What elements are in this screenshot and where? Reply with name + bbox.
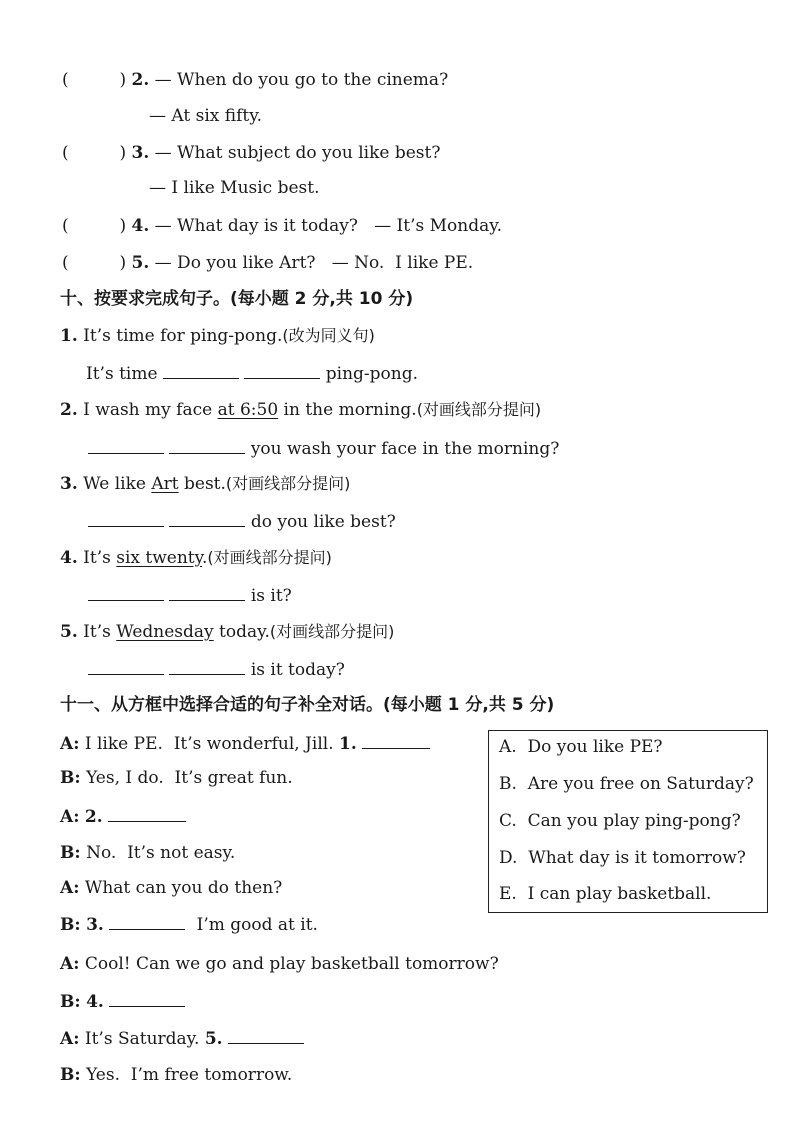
answer-paren-open[interactable]: (	[62, 70, 69, 90]
dialogue-line: — At six fifty.	[149, 106, 262, 126]
answer-paren-close: )	[119, 70, 127, 90]
item-number: 2.	[131, 70, 150, 90]
q9-item-5	[62, 252, 473, 274]
dialogue-text: Cool! Can we go and play basketball tomorrow?	[84, 954, 499, 974]
instruction-hint: (改为同义句)	[282, 326, 375, 345]
answer-blank[interactable]	[169, 658, 245, 675]
q10-2-question	[60, 399, 541, 421]
question-text: It’s	[83, 622, 117, 642]
q10-3-answer	[88, 510, 396, 533]
instruction-hint: (对画线部分提问)	[416, 400, 542, 419]
blank-number: 5.	[204, 1029, 223, 1049]
dialogue-line: — Do you like Art? — No. I like PE.	[154, 253, 474, 273]
q9-item-2	[62, 69, 448, 91]
speaker-label: A:	[60, 1029, 80, 1049]
answer-paren-open[interactable]: (	[62, 253, 69, 273]
instruction-hint: (对画线部分提问)	[269, 622, 395, 641]
speaker-label: B:	[60, 768, 81, 788]
q10-1-answer	[86, 362, 418, 385]
answer-suffix: do you like best?	[250, 512, 396, 532]
dialogue-text: I like PE. It’s wonderful, Jill.	[84, 734, 334, 754]
q9-item-3	[62, 142, 440, 164]
underlined-phrase: at 6:50	[217, 400, 279, 420]
blank-number: 2.	[84, 807, 103, 827]
question-text: I wash my face	[83, 400, 218, 420]
speaker-label: B:	[60, 1065, 81, 1085]
dialogue-line-2	[60, 767, 293, 789]
answer-blank[interactable]	[169, 510, 245, 527]
answer-paren-open[interactable]: (	[62, 216, 69, 236]
instruction-hint: (对画线部分提问)	[225, 474, 351, 493]
dialogue-line: — What subject do you like best?	[154, 143, 441, 163]
dialogue-text: Yes, I do. It’s great fun.	[86, 768, 293, 788]
answer-paren-close: )	[119, 253, 127, 273]
answer-blank[interactable]	[88, 658, 164, 675]
answer-blank[interactable]	[244, 362, 320, 379]
dialogue-text: Yes. I’m free tomorrow.	[86, 1065, 293, 1085]
item-number: 2.	[60, 400, 78, 420]
dialogue-line: — I like Music best.	[149, 178, 320, 198]
item-number: 1.	[60, 326, 78, 346]
dialogue-text: No. It’s not easy.	[86, 843, 236, 863]
option-c: C. Can you play ping-pong?	[499, 811, 741, 831]
dialogue-line-1	[60, 732, 430, 755]
instruction-hint: (对画线部分提问)	[207, 548, 332, 567]
option-d: D. What day is it tomorrow?	[499, 848, 746, 868]
answer-blank[interactable]	[362, 732, 430, 749]
item-number: 4.	[131, 216, 150, 236]
speaker-label: B:	[60, 843, 81, 863]
item-number: 4.	[60, 548, 78, 568]
speaker-label: B:	[60, 915, 81, 935]
option-e: E. I can play basketball.	[499, 884, 712, 904]
item-number: 5.	[131, 253, 150, 273]
speaker-label: A:	[60, 954, 80, 974]
question-text: It’s	[83, 548, 117, 568]
speaker-label: A:	[60, 878, 80, 898]
dialogue-line-5	[60, 877, 282, 899]
q9-item-4	[62, 215, 502, 237]
underlined-phrase: six twenty	[116, 548, 202, 568]
q10-3-question	[60, 473, 350, 495]
underlined-phrase: Art	[151, 474, 179, 494]
q10-5-question	[60, 621, 394, 643]
dialogue-line-8	[60, 990, 185, 1013]
answer-blank[interactable]	[88, 510, 164, 527]
dialogue-line-7	[60, 953, 499, 975]
dialogue-line: — When do you go to the cinema?	[154, 70, 449, 90]
section-11-heading: 十一、从方框中选择合适的句子补全对话。(每小题 1 分,共 5 分)	[60, 695, 555, 715]
blank-number: 1.	[339, 734, 357, 754]
answer-blank[interactable]	[169, 437, 245, 454]
dialogue-line-3	[60, 805, 186, 828]
section-10-heading: 十、按要求完成句子。(每小题 2 分,共 10 分)	[60, 289, 414, 309]
underlined-phrase: Wednesday	[116, 622, 214, 642]
answer-paren-close: )	[119, 143, 127, 163]
answer-blank[interactable]	[88, 437, 164, 454]
option-a: A. Do you like PE?	[499, 737, 663, 757]
item-number: 5.	[60, 622, 78, 642]
answer-blank[interactable]	[88, 584, 164, 601]
q10-4-question	[60, 547, 332, 569]
answer-paren-open[interactable]: (	[62, 143, 69, 163]
blank-number: 3.	[86, 915, 104, 935]
answer-suffix: you wash your face in the morning?	[250, 439, 560, 459]
answer-blank[interactable]	[169, 584, 245, 601]
q10-1-question	[60, 325, 375, 347]
option-b: B. Are you free on Saturday?	[499, 774, 754, 794]
dialogue-line-6	[60, 913, 318, 936]
question-text: We like	[83, 474, 152, 494]
answer-paren-close: )	[119, 216, 127, 236]
question-text: in the morning.	[278, 400, 417, 420]
options-box	[488, 730, 768, 913]
answer-blank[interactable]	[228, 1027, 304, 1044]
dialogue-text: I’m good at it.	[196, 915, 318, 935]
answer-suffix: ping-pong.	[325, 364, 418, 384]
dialogue-text: What can you do then?	[84, 878, 283, 898]
item-number: 3.	[60, 474, 78, 494]
q10-4-answer	[88, 584, 292, 607]
question-text: It’s time for ping-pong.	[83, 326, 283, 346]
answer-prefix: It’s time	[86, 364, 158, 384]
q10-5-answer	[88, 658, 345, 681]
dialogue-text: It’s Saturday.	[84, 1029, 200, 1049]
item-number: 3.	[131, 143, 150, 163]
dialogue-line-9	[60, 1027, 304, 1050]
speaker-label: A:	[60, 734, 80, 754]
answer-blank[interactable]	[109, 990, 185, 1007]
answer-blank[interactable]	[109, 913, 185, 930]
q10-2-answer	[88, 437, 559, 460]
dialogue-line-4	[60, 842, 235, 864]
question-text: best.	[178, 474, 226, 494]
speaker-label: A:	[60, 807, 80, 827]
answer-blank[interactable]	[163, 362, 239, 379]
question-text: .	[201, 548, 208, 568]
speaker-label: B:	[60, 992, 81, 1012]
dialogue-line-10	[60, 1064, 292, 1086]
dialogue-line: — What day is it today? — It’s Monday.	[154, 216, 502, 236]
answer-suffix: is it today?	[250, 660, 345, 680]
blank-number: 4.	[86, 992, 104, 1012]
question-text: today.	[213, 622, 270, 642]
answer-suffix: is it?	[250, 586, 292, 606]
answer-blank[interactable]	[108, 805, 186, 822]
